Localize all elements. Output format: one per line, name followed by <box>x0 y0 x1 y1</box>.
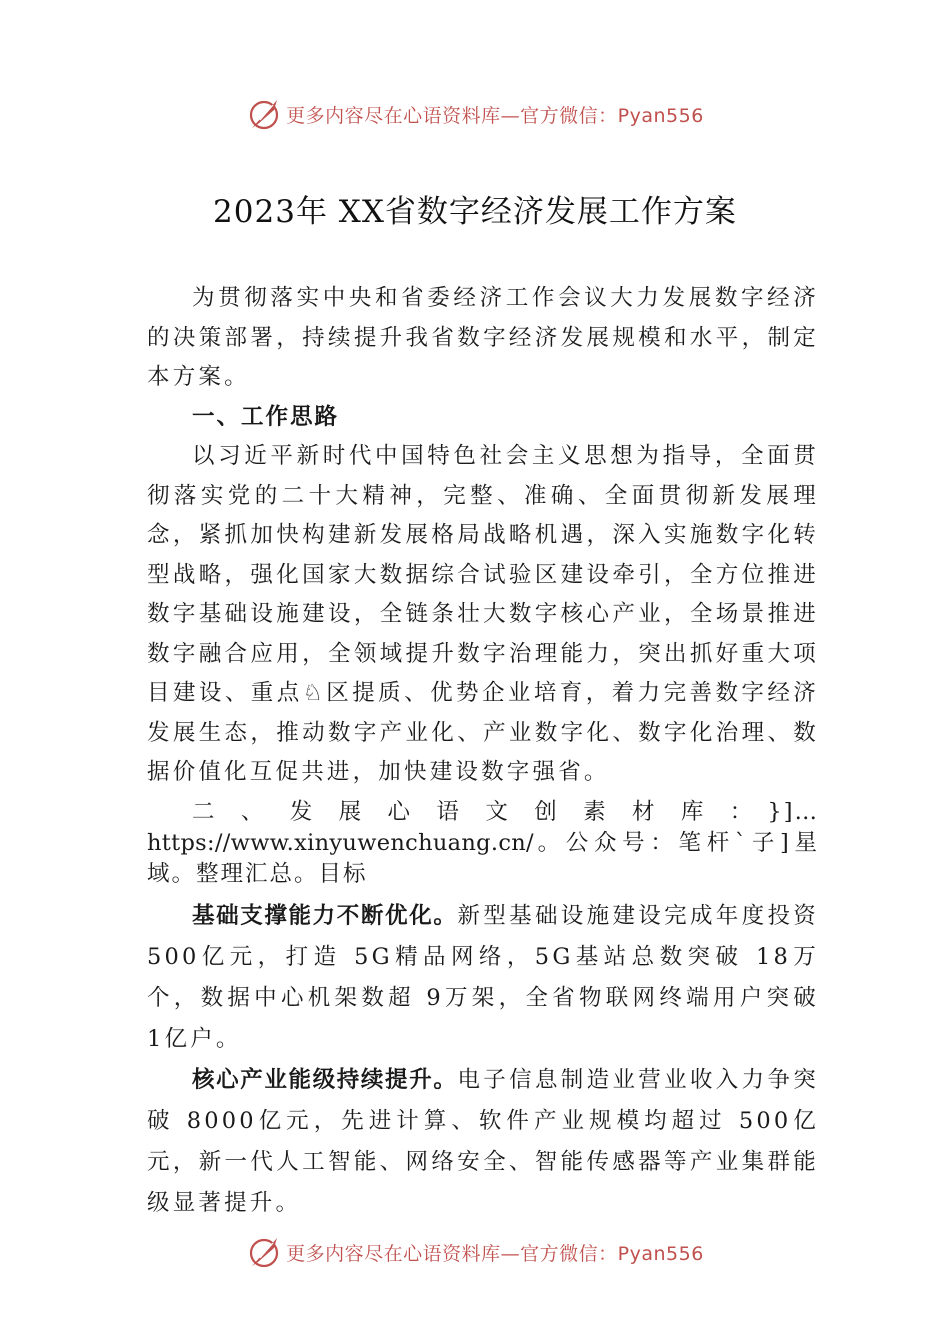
quill-logo-icon <box>246 1234 282 1270</box>
section-heading-work-approach: 一、工作思路 <box>192 403 340 430</box>
section-work-approach-body: 以习近平新时代中国特色社会主义思想为指导，全面贯彻落实党的二十大精神，完整、准确、全面贯彻新发展理念，紧抓加快构建新发展格局战略机遇，深入实施数字化转型战略，强化国家大数据综合试验区建设牵引，全方位推进数字基础设施建设，全链条壮大数字核心产业，全场景推进数字融合应用，全领域提升数字治理能力，突出抓好重大项目建设、重点♘区提质、优势企业培育，着力完善数字经济发展生态，推动数字产业化、产业数字化、数字化治理、数据价值化互促共进，加快建设数字强省。 <box>147 443 819 785</box>
watermark-banner-top <box>0 94 950 134</box>
section-heading-goals: 二、发展心语文创素材库：}]…https://www.xinyuwenchuang.cn/。公众号：笔杆`子]星域。整理汇总。目标 <box>147 798 819 887</box>
watermark-url-link[interactable]: https://www.xinyuwenchuang.cn/ <box>147 829 534 856</box>
goal-core-industry: 核心产业能级持续提升。电子信息制造业营业收入力争突破 8000亿元，先进计算、软件产业规模均超过 500亿元，新一代人工智能、网络安全、智能传感器等产业集群能级显著提升。 <box>147 1066 819 1216</box>
intro-paragraph: 为贯彻落实中央和省委经济工作会议大力发展数字经济的决策部署，持续提升我省数字经济发展规模和水平，制定本方案。 <box>147 285 819 390</box>
goal-infrastructure: 基础支撑能力不断优化。新型基础设施建设完成年度投资 500亿元，打造 5G精品网络，5G基站总数突破 18万个，数据中心机架数超 9万架，全省物联网终端用户突破 1亿户。 <box>147 902 819 1052</box>
watermark-text: 更多内容尽在心语资料库—官方微信：Pyan556 <box>286 1242 704 1265</box>
goal-core-industry-lead: 核心产业能级持续提升。 <box>192 1066 458 1093</box>
quill-logo-icon <box>246 96 282 132</box>
document-title: 2023年 XX省数字经济发展工作方案 <box>213 194 737 230</box>
document-body <box>147 279 819 1224</box>
goal-infrastructure-lead: 基础支撑能力不断优化。 <box>192 902 458 929</box>
watermark-banner-bottom <box>0 1232 950 1272</box>
watermark-text: 更多内容尽在心语资料库—官方微信：Pyan556 <box>286 104 704 127</box>
